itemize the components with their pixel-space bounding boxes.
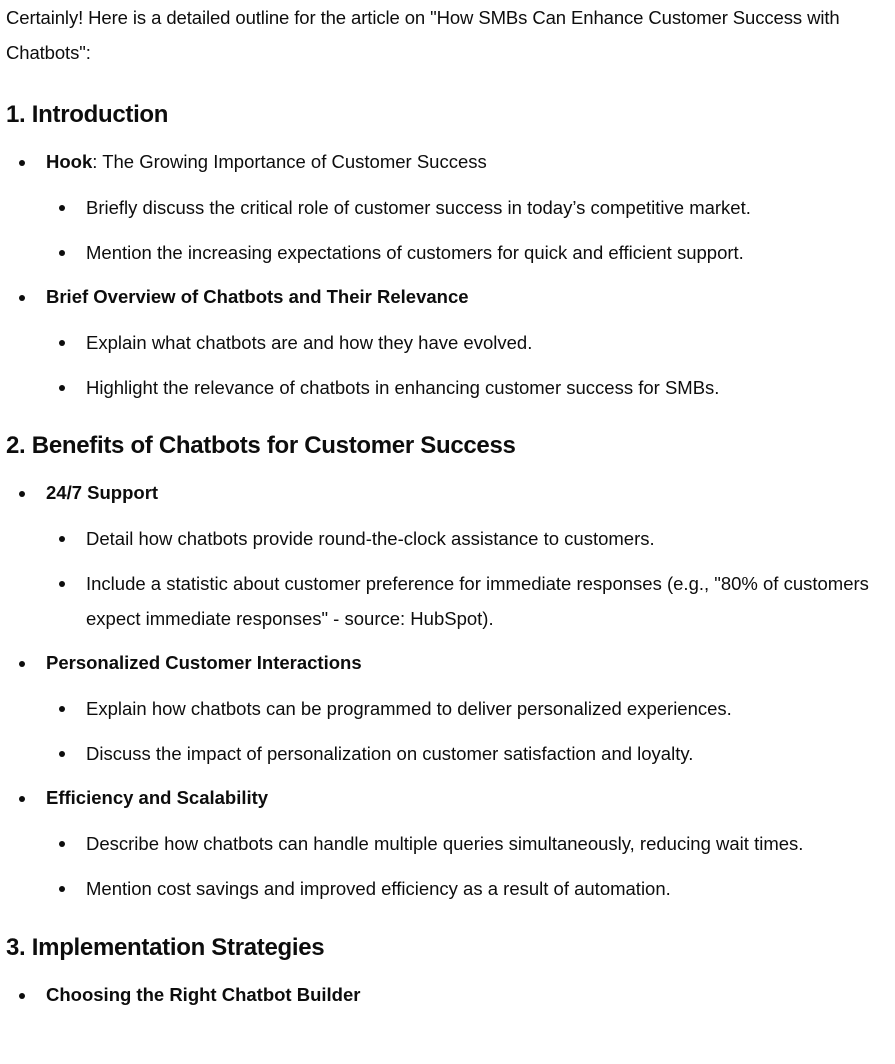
sub-item xyxy=(46,736,886,771)
bullet-icon xyxy=(59,581,65,587)
bullet-icon xyxy=(59,250,65,256)
sub-item xyxy=(46,325,886,360)
section-list xyxy=(6,150,886,405)
outline-item xyxy=(6,481,886,636)
outline-section xyxy=(6,933,886,1007)
sub-item xyxy=(46,566,886,636)
item-title: Personalized Customer Interactions xyxy=(46,652,362,673)
bullet-icon xyxy=(59,205,65,211)
sub-item-text: Detail how chatbots provide round-the-clock assistance to customers. xyxy=(86,528,655,549)
sub-item-text: Highlight the relevance of chatbots in enhancing customer success for SMBs. xyxy=(86,377,720,398)
bullet-icon xyxy=(19,796,25,802)
article-outline xyxy=(6,0,886,1007)
sections-container xyxy=(6,100,886,1007)
sub-item xyxy=(46,871,886,906)
sub-list xyxy=(46,521,886,636)
sub-item xyxy=(46,826,886,861)
item-label xyxy=(46,150,886,174)
bullet-icon xyxy=(59,536,65,542)
outline-item xyxy=(6,983,886,1007)
bullet-icon xyxy=(59,886,65,892)
item-label xyxy=(46,651,886,675)
item-label xyxy=(46,983,886,1007)
item-title: 24/7 Support xyxy=(46,482,159,503)
item-title: Hook xyxy=(46,151,93,172)
bullet-icon xyxy=(59,706,65,712)
sub-item-text: Mention the increasing expectations of customers for quick and efficient support. xyxy=(86,242,744,263)
outline-item xyxy=(6,786,886,906)
bullet-icon xyxy=(59,841,65,847)
sub-list xyxy=(46,691,886,771)
bullet-icon xyxy=(19,295,25,301)
sub-item-text: Mention cost savings and improved efficiency as a result of automation. xyxy=(86,878,671,899)
sub-item-text: Briefly discuss the critical role of customer success in today’s competitive market. xyxy=(86,197,751,218)
sub-item-text: Explain what chatbots are and how they have evolved. xyxy=(86,332,533,353)
sub-item xyxy=(46,235,886,270)
sub-item xyxy=(46,370,886,405)
bullet-icon xyxy=(19,491,25,497)
section-heading: 2. Benefits of Chatbots for Customer Success xyxy=(6,432,516,459)
sub-item xyxy=(46,521,886,556)
item-title: Choosing the Right Chatbot Builder xyxy=(46,984,361,1005)
bullet-icon xyxy=(59,385,65,391)
section-heading: 1. Introduction xyxy=(6,101,169,128)
outline-section xyxy=(6,100,886,405)
outline-item xyxy=(6,285,886,405)
bullet-icon xyxy=(59,340,65,346)
sub-list xyxy=(46,826,886,906)
item-title: Brief Overview of Chatbots and Their Relevance xyxy=(46,286,469,307)
item-subtitle: : The Growing Importance of Customer Success xyxy=(92,151,487,172)
bullet-icon xyxy=(19,661,25,667)
sub-item-text: Include a statistic about customer preference for immediate responses (e.g., "80% of customers expect immediate responses" - source: HubSpot). xyxy=(86,573,869,629)
item-label xyxy=(46,786,886,810)
section-list xyxy=(6,983,886,1007)
sub-list xyxy=(46,325,886,405)
item-title: Efficiency and Scalability xyxy=(46,787,269,808)
intro-paragraph: Certainly! Here is a detailed outline for the article on "How SMBs Can Enhance Customer Success with Chatbots": xyxy=(6,7,840,63)
item-label xyxy=(46,481,886,505)
sub-item xyxy=(46,190,886,225)
sub-item-text: Describe how chatbots can handle multiple queries simultaneously, reducing wait times. xyxy=(86,833,804,854)
sub-list xyxy=(46,190,886,270)
section-list xyxy=(6,481,886,906)
item-label xyxy=(46,285,886,309)
outline-item xyxy=(6,150,886,270)
outline-item xyxy=(6,651,886,771)
bullet-icon xyxy=(19,160,25,166)
bullet-icon xyxy=(59,751,65,757)
section-heading: 3. Implementation Strategies xyxy=(6,934,325,961)
sub-item xyxy=(46,691,886,726)
sub-item-text: Discuss the impact of personalization on customer satisfaction and loyalty. xyxy=(86,743,694,764)
outline-section xyxy=(6,431,886,906)
bullet-icon xyxy=(19,993,25,999)
sub-item-text: Explain how chatbots can be programmed to deliver personalized experiences. xyxy=(86,698,732,719)
